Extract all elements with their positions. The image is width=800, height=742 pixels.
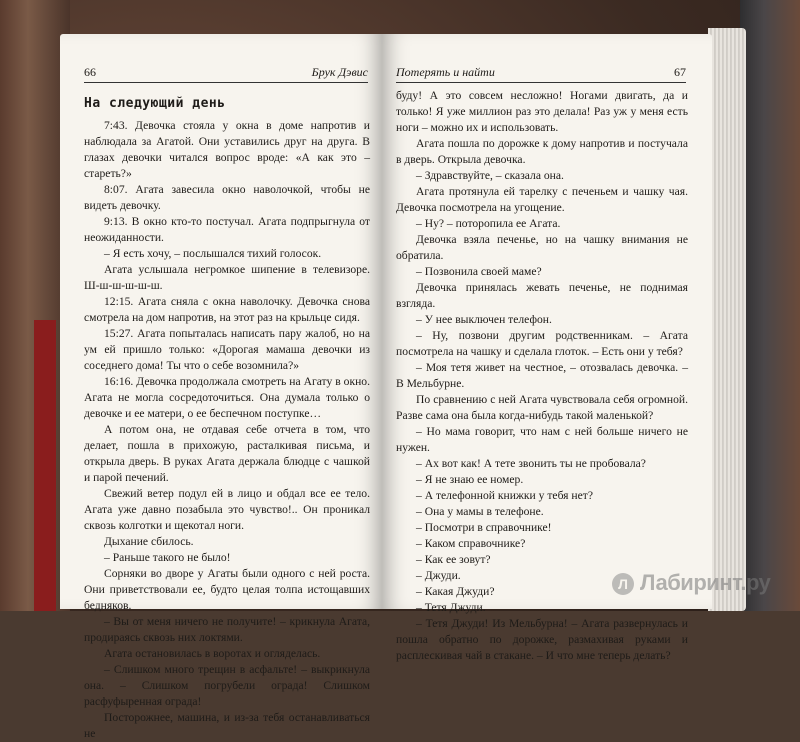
paragraph: – Раньше такого не было! [104, 551, 231, 564]
paragraph: – Тетя Джуди! Из Мельбурна! – Агата развернулась и пошла обратно по дорожке, размахивая руками и расплескивая чай в стакане. – И что мне теперь делать? [396, 617, 688, 662]
paragraph: Сорняки во дворе у Агаты были одного с ней роста. Они приветствовали ее, будто целая толпа истощавших бедняков. [84, 567, 370, 612]
paragraph: Агата остановилась в воротах и огляделась. [104, 647, 321, 660]
right-running-title: Потерять и найти [396, 65, 495, 79]
right-running-head [396, 64, 686, 83]
paragraph: – Посмотри в справочнике! [416, 521, 552, 534]
paragraph: – Вы от меня ничего не получите! – крикнула Агата, продираясь сквозь них локтями. [84, 615, 370, 644]
right-page [382, 34, 712, 662]
paragraph: 12:15. Агата сняла с окна наволочку. Девочка снова смотрела на дом напротив, на этот раз на крыльце сидя. [84, 295, 370, 324]
right-page-number: 67 [674, 65, 686, 79]
left-page-number: 66 [84, 65, 96, 79]
paragraph: Девочка принялась жевать печенье, не поднимая взгляда. [396, 281, 688, 310]
paragraph: – Каком справочнике? [416, 537, 526, 550]
paragraph: – Джуди. [416, 569, 461, 582]
left-running-head [84, 64, 368, 83]
paragraph: – Ну, позвони другим родственникам. – Агата посмотрела на чашку и сделала глоток. – Есть они у тебя? [396, 329, 688, 358]
paragraph: – Она у мамы в телефоне. [416, 505, 544, 518]
paragraph: Агата пошла по дорожке к дому напротив и постучала в дверь. Открыла девочка. [396, 137, 688, 166]
paragraph: – Я не знаю ее номер. [416, 473, 524, 486]
paragraph: Девочка взяла печенье, но на чашку внимания не обратила. [396, 233, 688, 262]
page-edges [708, 28, 746, 611]
paragraph: – Ах вот как! А тете звонить ты не пробовала? [416, 457, 646, 470]
paragraph: Свежий ветер подул ей в лицо и обдал все ее тело. Агата уже давно позабыла это чувство!.. Он проникал сквозь колготки и щекотал ноги. [84, 487, 370, 532]
watermark-logo: Л [612, 573, 634, 595]
red-strip [34, 320, 56, 611]
paragraph: Дыхание сбилось. [104, 535, 194, 548]
paragraph: 15:27. Агата попыталась написать пару жалоб, но на ум ей пришло только: «Дорогая мамаша девочки из соседнего дома! Ты что о себе возомнила?» [84, 327, 370, 372]
paragraph: А потом она, не отдавая себе отчета в том, что делает, пошла в прихожую, расталкивая письма, и открыла дверь. В руках Агата держала блюдце с чашкой и парой печений. [84, 423, 370, 484]
paragraph: Агата услышала негромкое шипение в телевизоре. Ш-ш-ш-ш-ш-ш. [84, 263, 370, 292]
left-page [60, 34, 382, 740]
paragraph: – Моя тетя живет на честное, – отозвалась девочка. – В Мельбурне. [396, 361, 688, 390]
paragraph: – Как ее зовут? [416, 553, 491, 566]
chapter-title: На следующий день [84, 96, 226, 111]
paragraph: 9:13. В окно кто-то постучал. Агата подпрыгнула от неожиданности. [84, 215, 370, 244]
paragraph: Посторожнее, машина, и из-за тебя останавливаться не [84, 711, 370, 740]
open-book [60, 26, 750, 740]
paragraph: – А телефонной книжки у тебя нет? [416, 489, 593, 502]
paragraph: 8:07. Агата завесила окно наволочкой, чтобы не видеть девочку. [84, 183, 370, 212]
left-body-text [84, 118, 370, 742]
paragraph: 16:16. Девочка продолжала смотреть на Агату в окно. Агата не могла сосредоточиться. Она думала только о девочке и ее матери, о ее беспечном поступке… [84, 375, 370, 420]
paragraph: По сравнению с ней Агата чувствовала себя огромной. Разве сама она была когда-нибудь такой маленькой? [396, 393, 688, 422]
left-running-title: Брук Дэвис [311, 65, 368, 79]
paragraph: – Ну? – поторопила ее Агата. [416, 217, 561, 230]
paragraph: – Какая Джуди? [416, 585, 495, 598]
paragraph: Агата протянула ей тарелку с печеньем и чашку чая. Девочка посмотрела на угощение. [396, 185, 688, 214]
paragraph: – У нее выключен телефон. [416, 313, 552, 326]
paragraph: – Я есть хочу, – послышался тихий голосок. [104, 247, 322, 260]
paragraph: – Слишком много трещин в асфальте! – выкрикнула она. – Слишком погрубели ограда! Слишком расфуфыренная ограда! [84, 663, 370, 708]
paragraph: – Тетя Джуди. [416, 601, 486, 614]
paragraph: – Здравствуйте, – сказала она. [416, 169, 564, 182]
paragraph: – Но мама говорит, что нам с ней больше ничего не нужен. [396, 425, 688, 454]
paragraph: – Позвонила своей маме? [416, 265, 542, 278]
paragraph: буду! А это совсем несложно! Ногами двигать, да и только! Я уже миллион раз это делала! Раз уж у меня есть ноги – можно их и использовать. [396, 89, 688, 134]
paragraph: 7:43. Девочка стояла у окна в доме напротив и наблюдала за Агатой. Они уставились друг на друга. В глазах девочки читался вопрос вроде: «А как это – стареть?» [84, 119, 370, 180]
watermark-text: Лабиринт.ру [640, 570, 771, 595]
